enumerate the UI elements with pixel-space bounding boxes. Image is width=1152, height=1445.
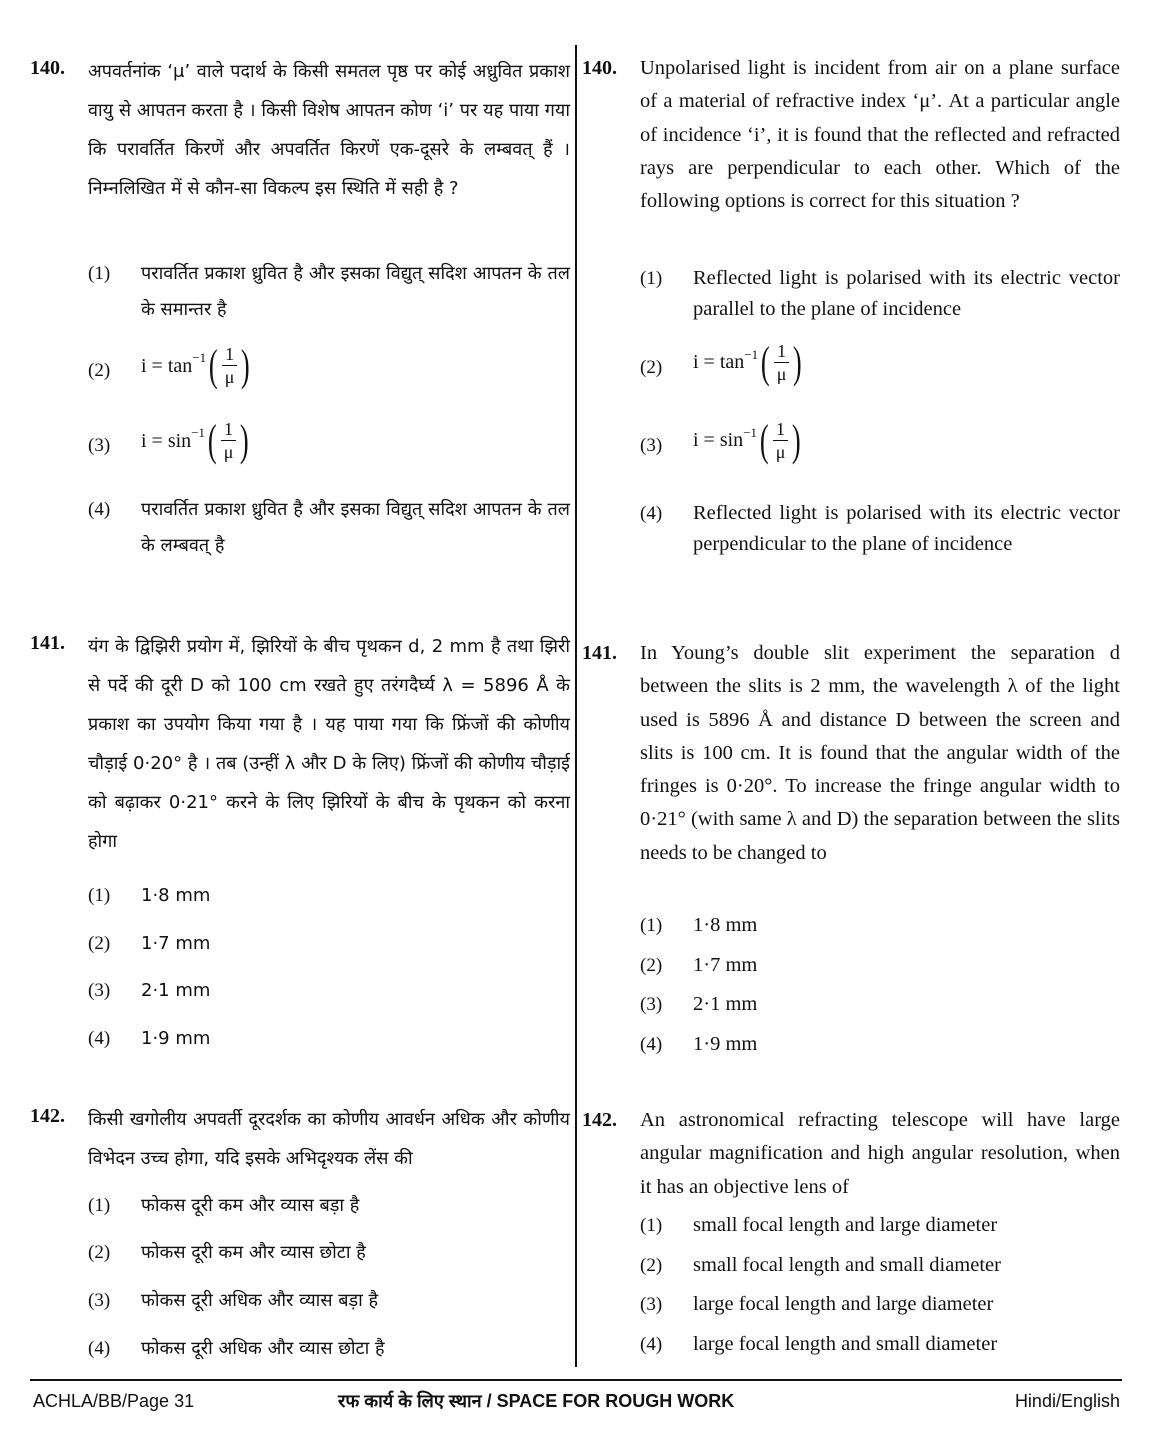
option-4: (4) फोकस दूरी अधिक और व्यास छोटा है bbox=[88, 1338, 385, 1359]
option-3: (3) large focal length and large diameter bbox=[640, 1293, 994, 1315]
option-2: (2) small focal length and small diameter bbox=[640, 1254, 1001, 1276]
column-divider bbox=[575, 45, 577, 1367]
option-2: (2) i = tan $^{-1}$ ( $\frac{1}{\mu}$ ) bbox=[88, 343, 570, 388]
question-141-english bbox=[582, 637, 1120, 870]
question-140-hindi bbox=[30, 52, 570, 208]
option-3: (3) 2·1 mm bbox=[640, 993, 758, 1015]
question-number: 140. bbox=[30, 57, 65, 79]
option-4: (4) 1·9 mm bbox=[640, 1033, 758, 1055]
option-1: (1) परावर्तित प्रकाश ध्रुवित है और इसका विद्युत् सदिश आपतन के तल के समान्तर है bbox=[88, 263, 570, 320]
question-number: 141. bbox=[582, 642, 617, 664]
rough-work-label: रफ कार्य के लिए स्थान / SPACE FOR ROUGH WORK bbox=[338, 1391, 735, 1411]
footer-rule bbox=[30, 1379, 1122, 1381]
question-142-hindi bbox=[30, 1100, 570, 1178]
option-4: (4) परावर्तित प्रकाश ध्रुवित है और इसका विद्युत् सदिश आपतन के तल के लम्बवत् है bbox=[88, 499, 570, 556]
question-number: 140. bbox=[582, 57, 617, 79]
option-1: (1) 1·8 mm bbox=[640, 914, 758, 936]
question-stem: An astronomical refracting telescope will have large angular magnification and high angular resolution, when it has an objective lens of bbox=[640, 1109, 1120, 1198]
option-4: (4) Reflected light is polarised with its electric vector perpendicular to the plane of incidence bbox=[640, 502, 1120, 555]
option-4: (4) large focal length and small diameter bbox=[640, 1333, 998, 1355]
option-1: (1) Reflected light is polarised with its electric vector parallel to the plane of incidence bbox=[640, 267, 1120, 320]
question-number: 142. bbox=[582, 1109, 617, 1131]
option-2: (2) फोकस दूरी कम और व्यास छोटा है bbox=[88, 1242, 366, 1263]
option-1: (1) 1·8 mm bbox=[88, 885, 211, 906]
question-stem: Unpolarised light is incident from air on a plane surface of a material of refractive index ‘μ’. At a particular angle of incidence ‘i’, it is found that the reflected and refracted rays are perpendicular to each other. Which of the following options is correct for this situation ? bbox=[640, 57, 1120, 213]
question-141-hindi bbox=[30, 627, 570, 861]
language-label: Hindi/English bbox=[1014, 1391, 1120, 1411]
formula-sin-inverse: i = sin $^{-1}$ ( $\frac{1}{\mu}$ ) bbox=[141, 415, 250, 465]
option-1: (1) फोकस दूरी कम और व्यास बड़ा है bbox=[88, 1195, 360, 1216]
formula-tan-inverse: i = tan $^{-1}$ ( $\frac{1}{\mu}$ ) bbox=[693, 337, 803, 387]
question-142-english bbox=[582, 1104, 1120, 1204]
option-2: (2) 1·7 mm bbox=[88, 933, 211, 954]
question-140-english bbox=[582, 52, 1120, 218]
option-2: (2) 1·7 mm bbox=[640, 954, 758, 976]
option-3: (3) 2·1 mm bbox=[88, 980, 211, 1001]
option-3: (3) i = sin $^{-1}$ ( $\frac{1}{\mu}$ ) bbox=[640, 418, 1120, 463]
formula-sin-inverse: i = sin $^{-1}$ ( $\frac{1}{\mu}$ ) bbox=[693, 415, 802, 465]
question-stem: किसी खगोलीय अपवर्ती दूरदर्शक का कोणीय आवर्धन अधिक और कोणीय विभेदन उच्च होगा, यदि इसके अभिदृश्यक लेंस की bbox=[88, 1109, 570, 1169]
question-stem: यंग के द्विझिरी प्रयोग में, झिरियों के बीच पृथकन d, 2 mm है तथा झिरी से पर्दे की दूरी D को 100 cm रखते हुए तरंगदैर्घ्य λ = 5896 Å के प्रकाश का उपयोग किया गया है । यह पाया गया कि फ्रिंजों की कोणीय चौड़ाई 0·20° है । तब (उन्हीं λ और D के लिए) फ्रिंजों की कोणीय चौड़ाई को बढ़ाकर 0·21° करने के लिए झिरियों के बीच के पृथकन को करना होगा bbox=[88, 636, 570, 852]
option-2: (2) i = tan $^{-1}$ ( $\frac{1}{\mu}$ ) bbox=[640, 340, 1120, 385]
question-stem: अपवर्तनांक ‘μ’ वाले पदार्थ के किसी समतल पृष्ठ पर कोई अध्रुवित प्रकाश वायु से आपतन करता है । किसी विशेष आपतन कोण ‘i’ पर यह पाया गया कि परावर्तित किरणें और अपवर्तित किरणें एक-दूसरे के लम्बवत् हैं । निम्नलिखित में से कौन-सा विकल्प इस स्थिति में सही है ? bbox=[88, 61, 570, 199]
page-code: ACHLA/BB/Page 31 bbox=[33, 1391, 195, 1411]
question-stem: In Young’s double slit experiment the separation d between the slits is 2 mm, the wavelength λ of the light used is 5896 Å and distance D between the screen and slits is 100 cm. It is found that the angular width of the fringes is 0·20°. To increase the fringe angular width to 0·21° (with same λ and D) the separation between the slits needs to be changed to bbox=[640, 642, 1120, 864]
option-4: (4) 1·9 mm bbox=[88, 1028, 211, 1049]
option-3: (3) i = sin $^{-1}$ ( $\frac{1}{\mu}$ ) bbox=[88, 418, 570, 463]
option-1: (1) small focal length and large diameter bbox=[640, 1214, 998, 1236]
question-number: 141. bbox=[30, 632, 65, 654]
option-3: (3) फोकस दूरी अधिक और व्यास बड़ा है bbox=[88, 1290, 379, 1311]
question-number: 142. bbox=[30, 1105, 65, 1127]
formula-tan-inverse: i = tan $^{-1}$ ( $\frac{1}{\mu}$ ) bbox=[141, 340, 251, 390]
